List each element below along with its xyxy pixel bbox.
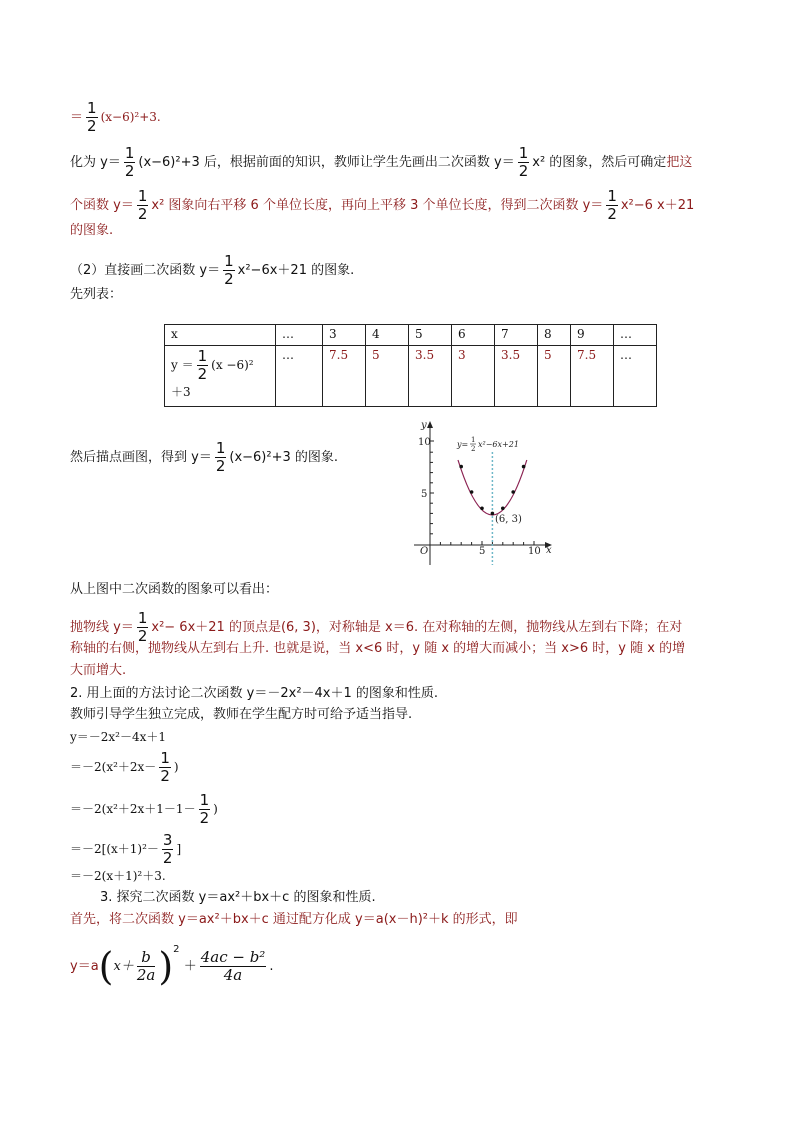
table-cell: 5 — [409, 325, 452, 346]
parabola-plot — [400, 420, 570, 570]
table-cell: … — [276, 325, 323, 346]
equation-line-1 — [70, 100, 161, 135]
equation-step-3: ＝－2(x²＋2x＋1－1－ $\frac{1}{2}$ ) — [70, 791, 218, 827]
table-cell: 5 — [538, 346, 571, 407]
list-table-intro: 先列表： — [70, 287, 123, 302]
table-row-y — [165, 346, 657, 407]
svg-text:5: 5 — [479, 546, 486, 557]
section-2-heading — [70, 253, 354, 288]
table-cell: 7.5 — [571, 346, 614, 407]
equation-step-5: ＝－2(x＋1)²＋3. — [70, 869, 166, 883]
paragraph-transform — [70, 145, 692, 180]
vertex-form-intro: 首先，将二次函数 y＝ax²＋bx＋c 通过配方化成 y＝a(x－h)²＋k 的形式，即 — [70, 912, 518, 927]
expression: (x−6)²+3. — [100, 110, 161, 124]
table-cell: … — [276, 346, 323, 407]
text: (x−6)²+3 后，根据前面的知识，教师让学生先画出二次函数 y＝ — [138, 155, 515, 170]
svg-text:(6, 3): (6, 3) — [495, 514, 522, 525]
table-cell: 3 — [452, 346, 495, 407]
table-row-x — [165, 325, 657, 346]
fraction: $\frac{1}{2}$ — [87, 99, 97, 135]
svg-text:5: 5 — [421, 489, 428, 500]
observation-intro: 从上图中二次函数的图象可以看出： — [70, 582, 279, 597]
svg-text:10: 10 — [528, 546, 541, 557]
section-2-question: 2. 用上面的方法讨论二次函数 y＝－2x²－4x＋1 的图象和性质. — [70, 686, 439, 701]
text: x²− 6x＋21 的顶点是(6, 3)，对称轴是 x＝6. 在对称轴的左侧，抛物线从左到右下降；在对 — [151, 620, 683, 635]
text: x²−6 x＋21 — [620, 198, 695, 213]
table-cell: … — [614, 346, 657, 407]
observation-end: 大而增大. — [70, 663, 127, 678]
svg-text:x²−6x+21: x²−6x+21 — [478, 440, 519, 449]
plot-instruction — [70, 440, 338, 475]
svg-text:10: 10 — [418, 437, 431, 448]
table-cell: 5 — [366, 346, 409, 407]
fraction: $\frac{1}{2}$ — [215, 439, 226, 475]
value-table — [164, 324, 657, 407]
text-red: 把这 — [666, 155, 693, 170]
equals-sign: ＝ — [70, 110, 84, 125]
table-header-y: y ＝ $\frac{1}{2}$ (x −6)² ＋3 — [165, 346, 276, 407]
equation-step-4: ＝－2[(x＋1)²－ $\frac{3}{2}$ ] — [70, 831, 182, 867]
table-header-x: x — [165, 325, 276, 346]
equation-step-2: ＝－2(x²＋2x－ $\frac{1}{2}$ ) — [70, 749, 179, 785]
table-cell: 6 — [452, 325, 495, 346]
fraction: $\frac{1}{2}$ — [124, 144, 135, 180]
svg-text:1: 1 — [471, 436, 476, 444]
table-cell: 3.5 — [409, 346, 452, 407]
table-cell: 7 — [495, 325, 538, 346]
svg-text:O: O — [420, 546, 429, 557]
text: 抛物线 y＝ — [70, 620, 134, 635]
observation-monotonic: 称轴的右侧，抛物线从左到右上升. 也就是说，当 x<6 时，y 随 x 的增大而减小；当 x>6 时，y 随 x 的增 — [70, 641, 686, 656]
teacher-guidance: 教师引导学生独立完成，教师在学生配方时可给予适当指导. — [70, 707, 413, 722]
table-cell: 3 — [323, 325, 366, 346]
table-cell: 4 — [366, 325, 409, 346]
text: x² 的图象，然后可确定 — [532, 155, 667, 170]
svg-text:y=: y= — [457, 440, 469, 449]
table-cell: 8 — [538, 325, 571, 346]
fraction: $\frac{1}{2}$ — [224, 252, 234, 288]
fraction: $\frac{1}{2}$ — [607, 187, 617, 223]
svg-text:y: y — [421, 420, 427, 431]
table-cell: … — [614, 325, 657, 346]
text: 然后描点画图，得到 y＝ — [70, 450, 212, 465]
table-cell: 7.5 — [323, 346, 366, 407]
svg-text:2: 2 — [471, 445, 476, 453]
section-3-heading: 3. 探究二次函数 y＝ax²＋bx＋c 的图象和性质. — [100, 890, 376, 905]
text: (x−6)²+3 的图象. — [229, 450, 339, 465]
text: 化为 y＝ — [70, 155, 121, 170]
text: x² 图象向右平移 6 个单位长度，再向上平移 3 个单位长度，得到二次函数 y＝ — [151, 198, 604, 213]
vertex-form-formula: y＝a(x＋ $\frac{b}{2a}$ )$^2$ ＋ $\frac{\text{4ac − b²}}{4a}$ . — [70, 944, 274, 989]
paragraph-translation-end: 的图象. — [70, 223, 114, 238]
svg-text:x: x — [546, 545, 552, 556]
parabola-graph — [400, 420, 570, 570]
observation-vertex — [70, 610, 682, 645]
paragraph-translation — [70, 188, 694, 223]
fraction: $\frac{1}{2}$ — [137, 609, 148, 645]
text: x²−6x＋21 的图象. — [237, 263, 355, 278]
table-cell: 3.5 — [495, 346, 538, 407]
text: 个函数 y＝ — [70, 198, 134, 213]
fraction: $\frac{1}{2}$ — [518, 144, 529, 180]
table-cell: 9 — [571, 325, 614, 346]
equation-step-1: y＝－2x²－4x＋1 — [70, 730, 167, 744]
fraction: $\frac{1}{2}$ — [137, 187, 148, 223]
text: （2）直接画二次函数 y＝ — [70, 263, 221, 278]
